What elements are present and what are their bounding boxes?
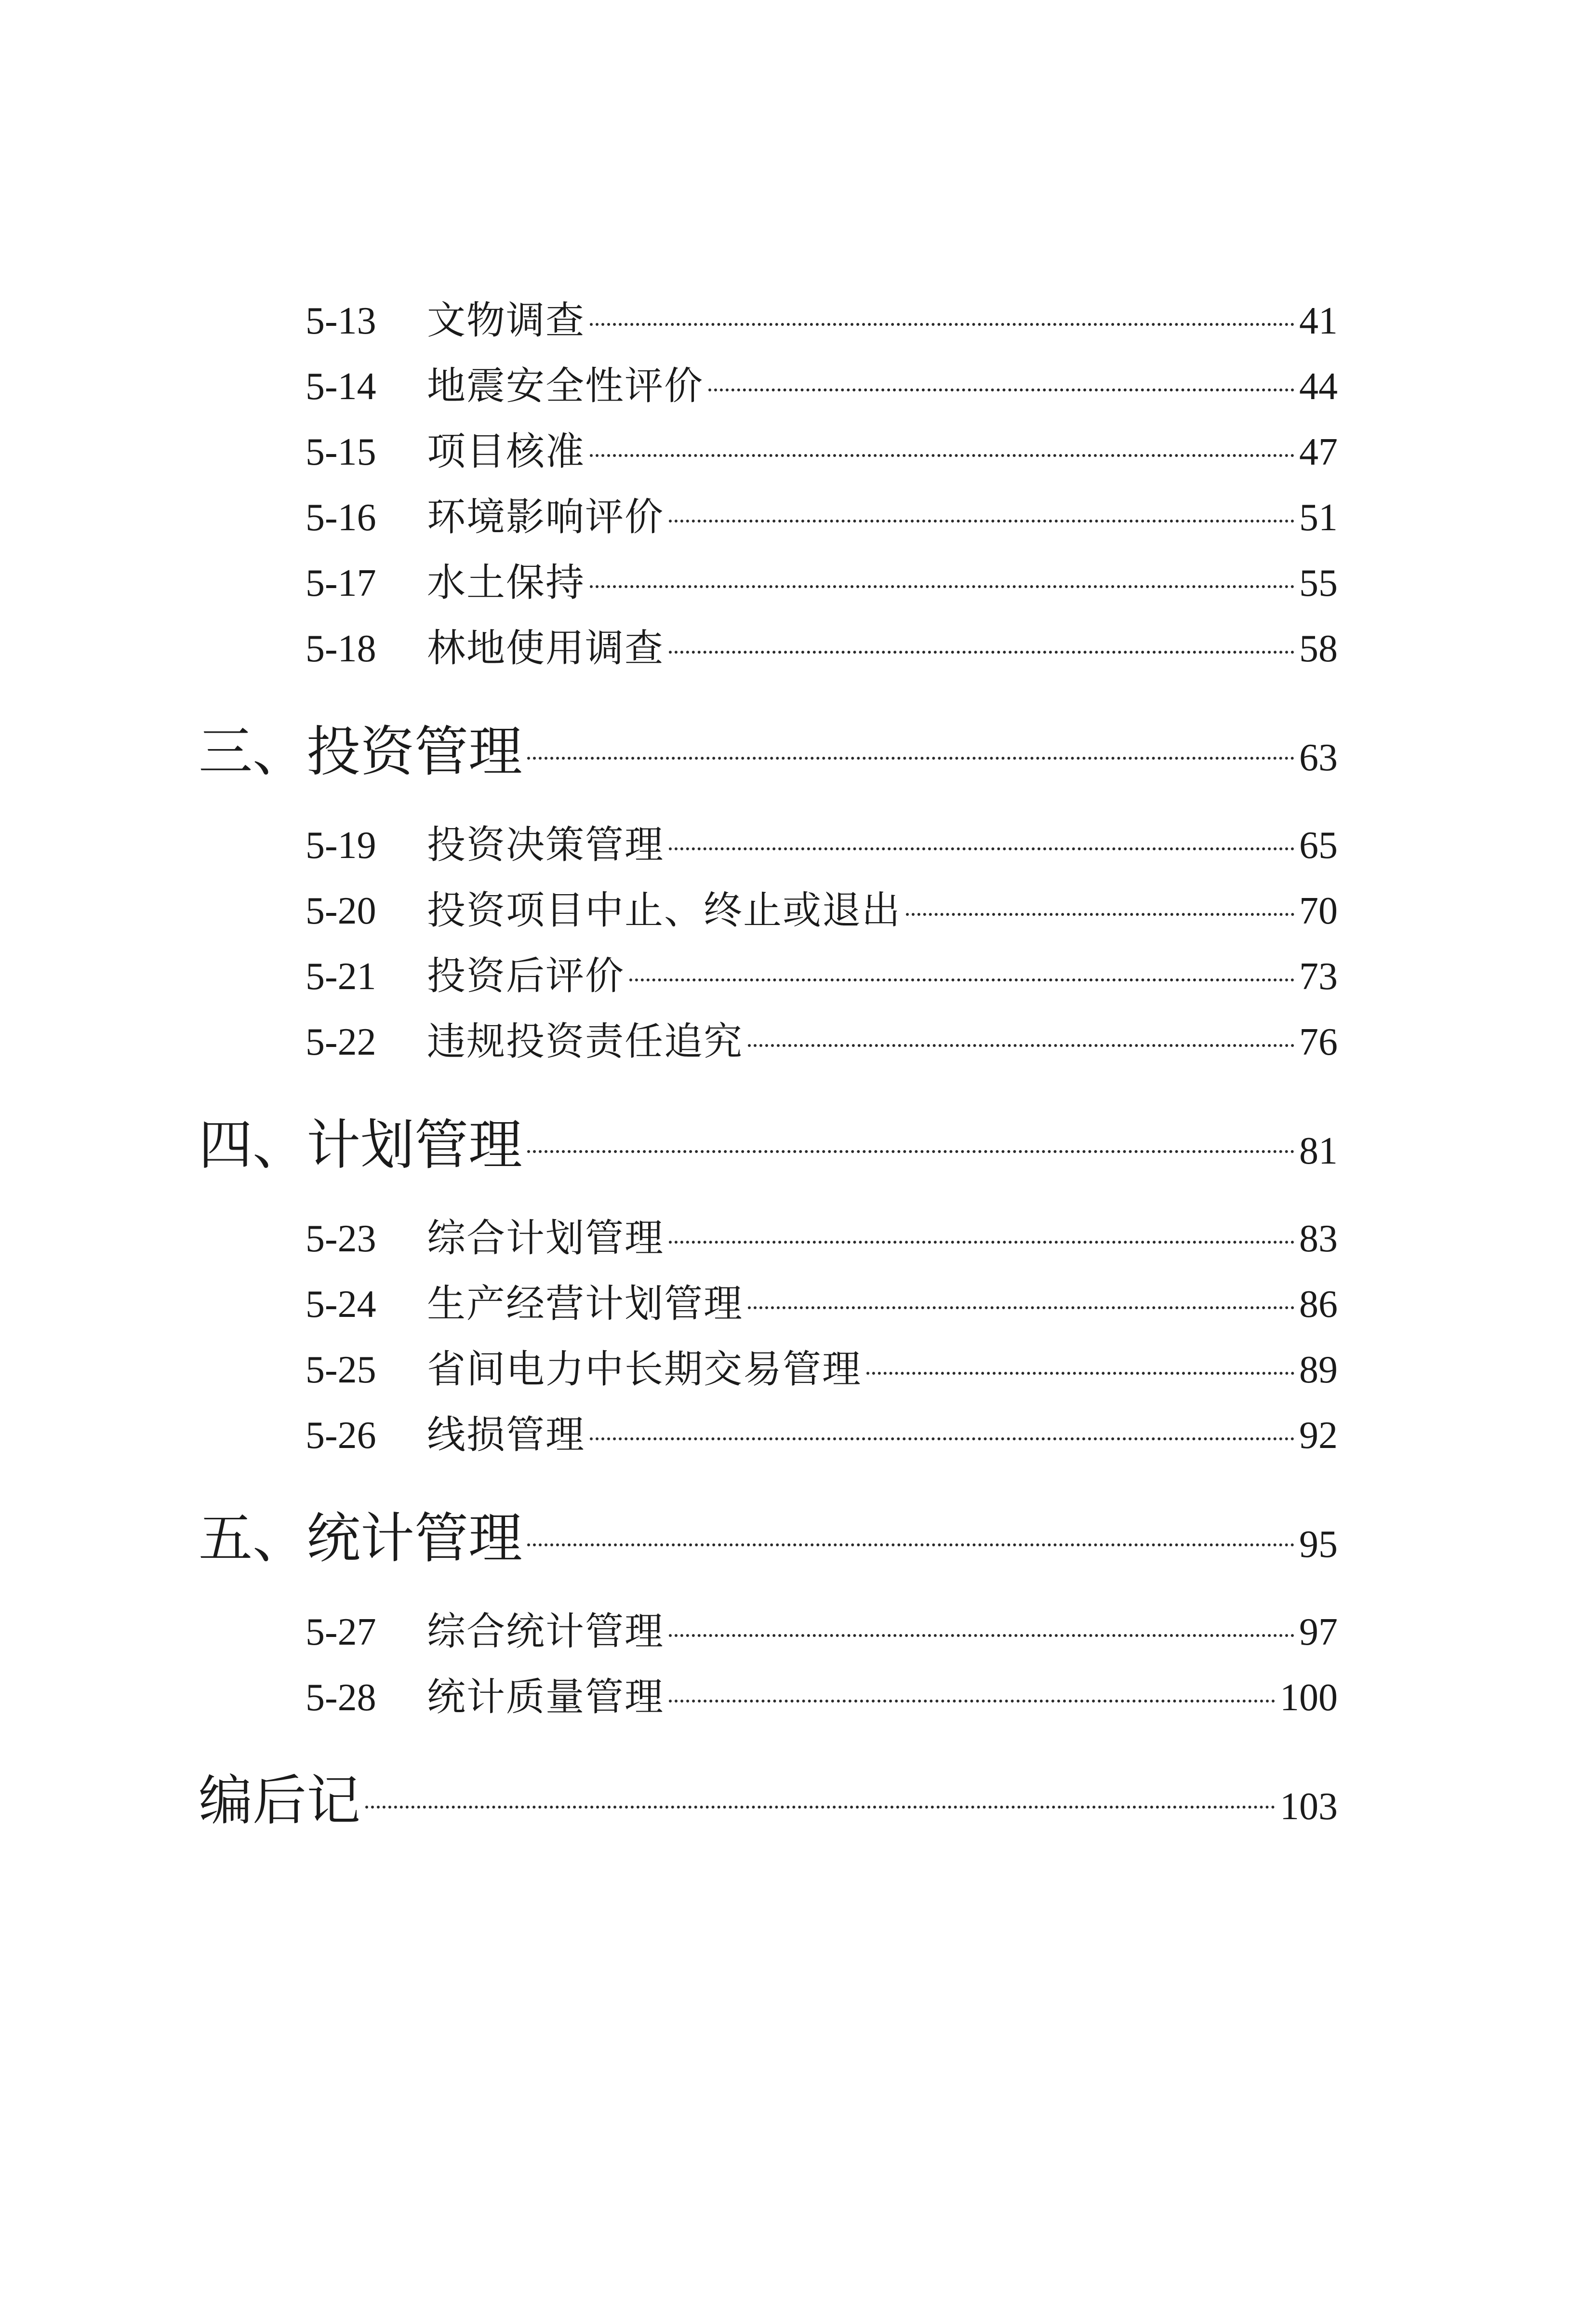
entry-page: 58 <box>1299 628 1338 670</box>
dot-leader <box>527 757 1294 760</box>
dot-leader <box>866 1372 1294 1375</box>
entry-page: 44 <box>1299 365 1338 408</box>
dot-leader <box>906 913 1294 916</box>
toc-entry[interactable] <box>306 1600 1338 1654</box>
entry-title: 生产经营计划管理 <box>427 1281 743 1326</box>
entry-title: 综合计划管理 <box>427 1216 664 1260</box>
entry-page: 55 <box>1299 562 1338 604</box>
entry-title: 文物调查 <box>427 298 585 343</box>
dot-leader <box>669 847 1294 850</box>
entry-page: 47 <box>1299 431 1338 473</box>
toc-entry[interactable] <box>306 355 1338 408</box>
dot-leader <box>590 1437 1294 1440</box>
entry-number: 5-27 <box>306 1611 376 1653</box>
toc-entry[interactable] <box>306 486 1338 539</box>
toc-section-heading[interactable] <box>199 1495 1338 1570</box>
entry-number: 5-15 <box>306 431 376 473</box>
entry-number: 5-16 <box>306 496 376 539</box>
entry-page: 89 <box>1299 1349 1338 1391</box>
entry-title: 综合统计管理 <box>427 1609 664 1654</box>
dot-leader <box>669 1634 1294 1637</box>
entry-number: 5-20 <box>306 890 376 932</box>
dot-leader <box>748 1306 1294 1309</box>
dot-leader <box>629 979 1294 981</box>
entry-number: 5-17 <box>306 562 376 604</box>
entry-number: 5-22 <box>306 1021 376 1063</box>
toc-section-heading[interactable] <box>199 1102 1338 1177</box>
toc-entry[interactable] <box>306 1338 1338 1392</box>
entry-title: 环境影响评价 <box>427 495 664 539</box>
entry-number: 5-21 <box>306 955 376 998</box>
section-page: 103 <box>1280 1785 1338 1828</box>
entry-title: 项目核准 <box>427 429 585 474</box>
entry-title: 线损管理 <box>427 1412 585 1457</box>
dot-leader <box>365 1806 1275 1809</box>
entry-page: 41 <box>1299 300 1338 342</box>
dot-leader <box>669 1241 1294 1244</box>
dot-leader <box>669 1700 1275 1703</box>
entry-page: 100 <box>1280 1676 1338 1719</box>
dot-leader <box>669 520 1294 523</box>
entry-title: 地震安全性评价 <box>427 363 704 408</box>
entry-title: 投资项目中止、终止或退出 <box>427 888 901 933</box>
entry-page: 92 <box>1299 1414 1338 1457</box>
entry-number: 5-28 <box>306 1676 376 1719</box>
toc-entry[interactable] <box>306 1207 1338 1260</box>
entry-page: 70 <box>1299 890 1338 932</box>
toc-entry[interactable] <box>306 420 1338 474</box>
toc-entry[interactable] <box>306 1010 1338 1064</box>
entry-title: 违规投资责任追究 <box>427 1019 743 1064</box>
dot-leader <box>748 1044 1294 1047</box>
entry-page: 83 <box>1299 1218 1338 1260</box>
entry-number: 5-24 <box>306 1283 376 1326</box>
dot-leader <box>527 1543 1294 1546</box>
entry-page: 73 <box>1299 955 1338 998</box>
section-title: 五、统计管理 <box>199 1507 522 1570</box>
toc-section-heading[interactable] <box>199 1757 1338 1832</box>
dot-leader <box>669 651 1294 654</box>
section-title: 四、计划管理 <box>199 1114 522 1177</box>
entry-number: 5-13 <box>306 300 376 342</box>
entry-number: 5-25 <box>306 1349 376 1391</box>
dot-leader <box>708 389 1294 391</box>
entry-title: 林地使用调查 <box>427 626 664 670</box>
entry-title: 水土保持 <box>427 560 585 605</box>
section-page: 95 <box>1299 1523 1338 1566</box>
section-page: 81 <box>1299 1130 1338 1172</box>
entry-number: 5-19 <box>306 824 376 867</box>
toc-entry[interactable] <box>306 879 1338 933</box>
dot-leader <box>590 585 1294 588</box>
toc-section-heading[interactable] <box>199 709 1338 783</box>
toc-entry[interactable] <box>306 1404 1338 1457</box>
entry-page: 51 <box>1299 496 1338 539</box>
dot-leader <box>590 454 1294 457</box>
entry-number: 5-26 <box>306 1414 376 1457</box>
entry-page: 76 <box>1299 1021 1338 1063</box>
entry-title: 统计质量管理 <box>427 1675 664 1719</box>
entry-page: 65 <box>1299 824 1338 867</box>
toc-entry[interactable] <box>306 1666 1338 1719</box>
entry-title: 投资决策管理 <box>427 822 664 867</box>
toc-entry[interactable] <box>306 1273 1338 1326</box>
section-title: 三、投资管理 <box>199 721 522 783</box>
dot-leader <box>590 323 1294 326</box>
entry-page: 97 <box>1299 1611 1338 1653</box>
entry-page: 86 <box>1299 1283 1338 1326</box>
entry-number: 5-14 <box>306 365 376 408</box>
entry-number: 5-23 <box>306 1218 376 1260</box>
entry-title: 省间电力中长期交易管理 <box>427 1347 862 1392</box>
entry-number: 5-18 <box>306 628 376 670</box>
toc-entry[interactable] <box>306 289 1338 343</box>
toc-entry[interactable] <box>306 551 1338 605</box>
section-title: 编后记 <box>199 1770 360 1832</box>
toc-entry[interactable] <box>306 945 1338 998</box>
toc-entry[interactable] <box>306 617 1338 670</box>
toc-entry[interactable] <box>306 814 1338 867</box>
section-page: 63 <box>1299 737 1338 779</box>
dot-leader <box>527 1150 1294 1153</box>
entry-title: 投资后评价 <box>427 953 625 998</box>
